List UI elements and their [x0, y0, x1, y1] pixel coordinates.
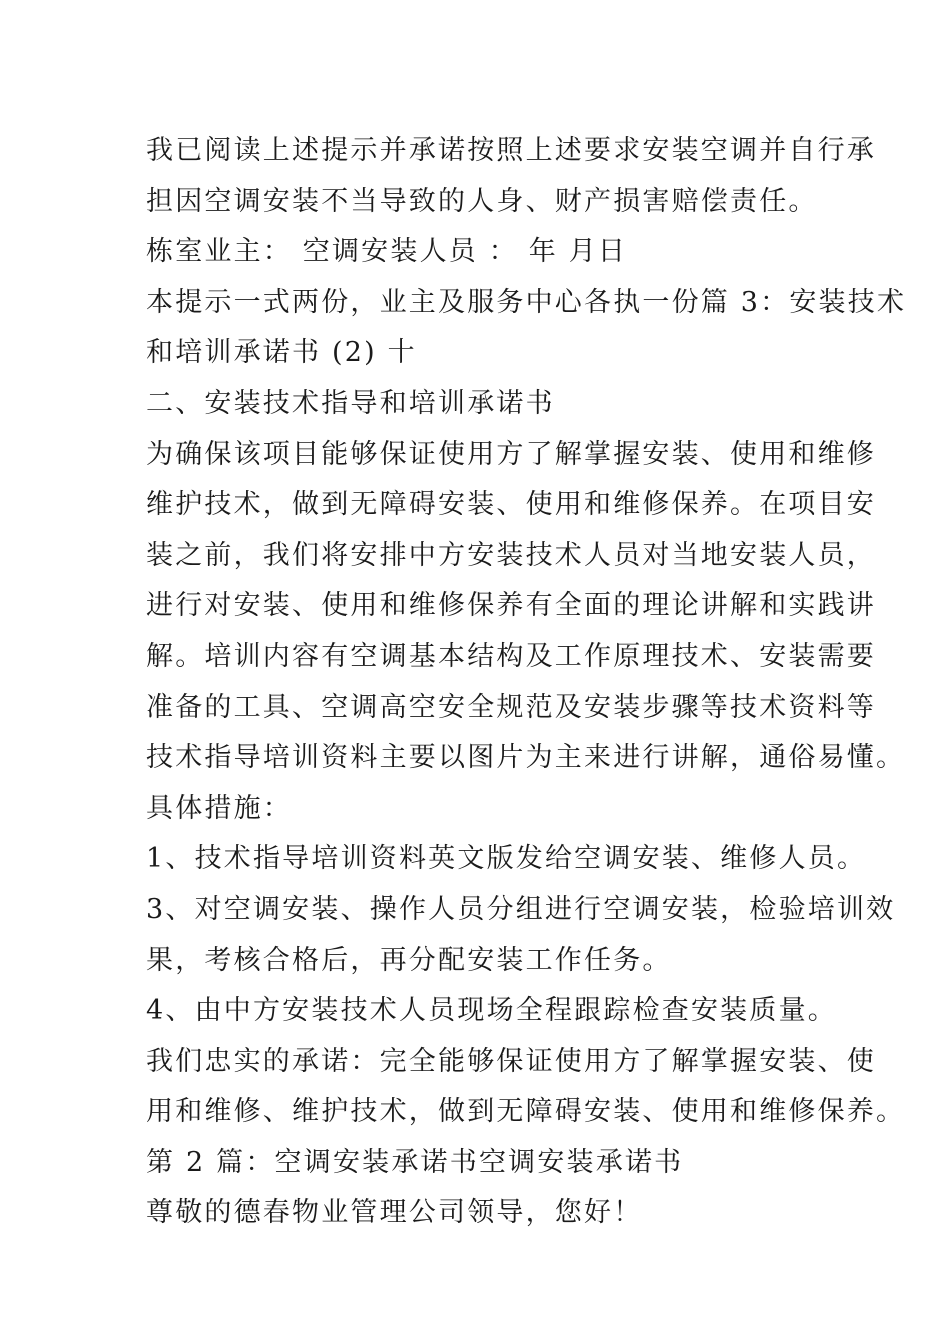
signature-line: 栋室业主： 空调安装人员 ： 年 月日 — [146, 236, 628, 268]
text-line-12: 准备的工具、空调高空安全规范及安装步骤等技术资料等 — [146, 691, 876, 723]
text-line-2: 担因空调安装不当导致的人身、财产损害赔偿责任。 — [146, 185, 818, 217]
text-line-4: 本提示一式两份，业主及服务中心各执一份篇 3：安装技术 — [146, 286, 907, 318]
salutation: 尊敬的德春物业管理公司领导，您好！ — [146, 1197, 643, 1229]
text-line-20: 用和维修、维护技术，做到无障碍安装、使用和维修保养。 — [146, 1096, 906, 1128]
chapter-heading: 第 2 篇：空调安装承诺书空调安装承诺书 — [146, 1146, 684, 1178]
text-line-9: 装之前，我们将安排中方安装技术人员对当地安装人员， — [146, 539, 876, 571]
text-line-13: 技术指导培训资料主要以图片为主来进行讲解，通俗易懂。 — [146, 742, 906, 774]
measure-item-3: 3、对空调安装、操作人员分组进行空调安装，检验培训效 — [146, 893, 896, 925]
measures-heading: 具体措施： — [146, 792, 292, 824]
measure-item-4: 4、由中方安装技术人员现场全程跟踪检查安装质量。 — [146, 995, 837, 1027]
text-line-7: 为确保该项目能够保证使用方了解掌握安装、使用和维修 — [146, 438, 876, 470]
measure-item-1: 1、技术指导培训资料英文版发给空调安装、维修人员。 — [146, 843, 867, 875]
text-line-19: 我们忠实的承诺：完全能够保证使用方了解掌握安装、使 — [146, 1045, 876, 1077]
text-line-11: 解。培训内容有空调基本结构及工作原理技术、安装需要 — [146, 640, 876, 672]
document-body — [146, 126, 907, 1239]
text-line-10: 进行对安装、使用和维修保养有全面的理论讲解和实践讲 — [146, 590, 876, 622]
text-line-8: 维护技术，做到无障碍安装、使用和维修保养。在项目安 — [146, 489, 876, 521]
measure-item-3-cont: 果，考核合格后，再分配安装工作任务。 — [146, 944, 672, 976]
section-heading: 二、安装技术指导和培训承诺书 — [146, 387, 555, 419]
text-line-1: 我已阅读上述提示并承诺按照上述要求安装空调并自行承 — [146, 135, 876, 166]
text-line-5: 和培训承诺书 (2) 十 — [146, 337, 417, 369]
